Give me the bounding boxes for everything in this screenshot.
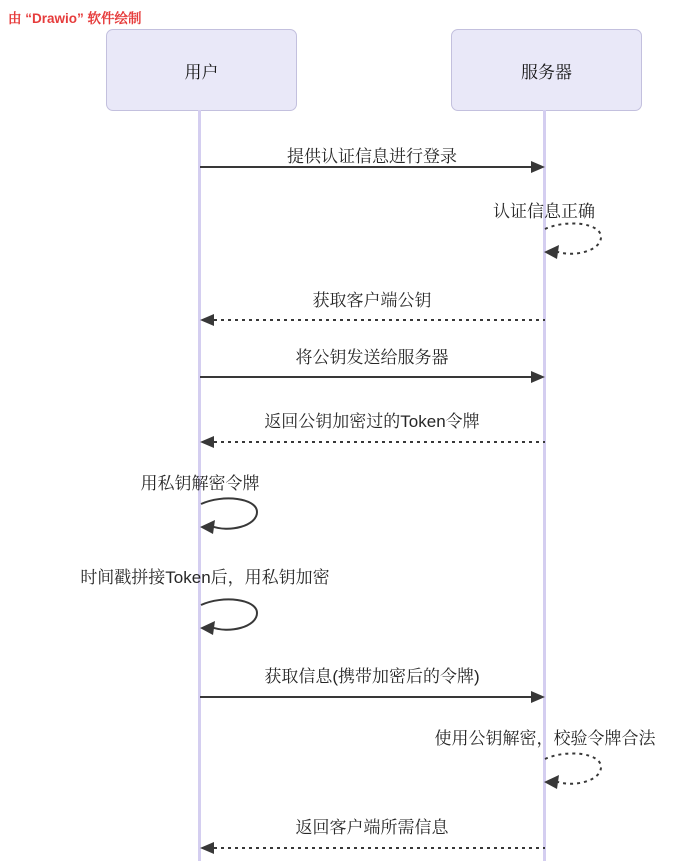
message-3-label: 获取客户端公钥 [312, 291, 432, 310]
message-1-label: 提供认证信息进行登录 [287, 147, 457, 166]
arrowhead-right-icon [531, 161, 545, 173]
self-loop-dashed-icon [543, 221, 607, 261]
actor-user-label: 用户 [184, 62, 219, 82]
message-1-line [200, 166, 532, 168]
actor-server-label: 服务器 [521, 62, 572, 82]
message-8-label: 获取信息(携带加密后的令牌) [264, 667, 480, 686]
diagram-caption: 由 “Drawio” 软件绘制 [8, 11, 142, 26]
message-4-label: 将公钥发送给服务器 [295, 348, 449, 367]
self-loop-solid-icon [199, 496, 263, 536]
message-5-label: 返回公钥加密过的Token令牌 [264, 412, 480, 431]
message-10-label: 返回客户端所需信息 [295, 818, 449, 837]
message-10-line [214, 847, 545, 849]
message-7-label: 时间戳拼接Token后，用私钥加密 [80, 568, 330, 587]
message-2-label: 认证信息正确 [493, 202, 595, 221]
self-loop-solid-icon [199, 597, 263, 637]
message-5-line [214, 441, 545, 443]
arrowhead-left-icon [200, 436, 214, 448]
message-6-label: 用私钥解密令牌 [140, 474, 260, 493]
arrowhead-right-icon [531, 371, 545, 383]
actor-server-box [451, 29, 642, 111]
message-3-line [214, 319, 545, 321]
message-4-line [200, 376, 532, 378]
self-loop-dashed-icon [543, 751, 607, 791]
arrowhead-left-icon [200, 314, 214, 326]
arrowhead-right-icon [531, 691, 545, 703]
message-9-label: 使用公钥解密，校验令牌合法 [434, 729, 656, 748]
arrowhead-left-icon [200, 842, 214, 854]
actor-user-box [106, 29, 297, 111]
message-8-line [200, 696, 532, 698]
